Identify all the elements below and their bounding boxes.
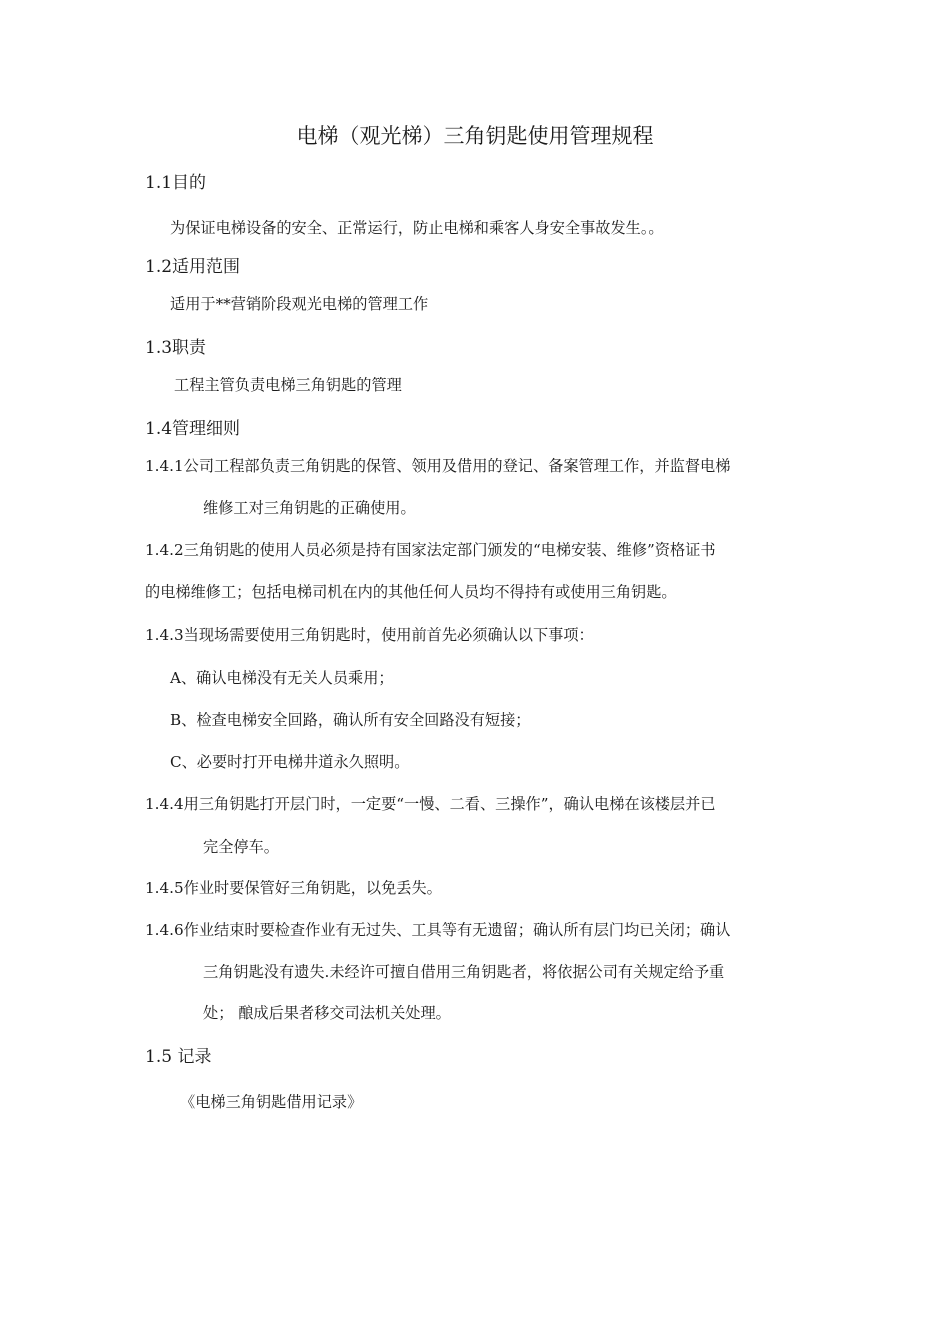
rule-6-line-3: 处； 酿成后果者移交司法机关处理。 <box>203 1004 451 1022</box>
section-heading-scope: 1.2适用范围 <box>145 257 241 277</box>
rule-4-line-1: 1.4.4用三角钥匙打开层门时，一定要“一慢、二看、三操作”，确认电梯在该楼层并已 <box>145 795 716 813</box>
rule-4-line-2: 完全停车。 <box>203 838 279 856</box>
section-heading-records: 1.5 记录 <box>145 1047 212 1067</box>
section-body-purpose: 为保证电梯设备的安全、正常运行，防止电梯和乘客人身安全事故发生。。 <box>170 219 664 237</box>
rule-2-line-1: 1.4.2三角钥匙的使用人员必须是持有国家法定部门颁发的“电梯安装、维修”资格证书 <box>145 541 716 559</box>
rule-2-line-2: 的电梯维修工；包括电梯司机在内的其他任何人员均不得持有或使用三角钥匙。 <box>145 583 677 601</box>
section-heading-rules: 1.4管理细则 <box>145 419 241 439</box>
rule-3-item-b: B、检查电梯安全回路，确认所有安全回路没有短接； <box>170 711 531 729</box>
section-body-duties: 工程主管负责电梯三角钥匙的管理 <box>174 376 402 394</box>
section-body-scope: 适用于**营销阶段观光电梯的管理工作 <box>170 295 429 313</box>
rule-1-line-1: 1.4.1公司工程部负责三角钥匙的保管、领用及借用的登记、备案管理工作，并监督电梯 <box>145 457 731 475</box>
rule-3-line-1: 1.4.3当现场需要使用三角钥匙时，使用前首先必须确认以下事项： <box>145 626 594 644</box>
section-heading-duties: 1.3职责 <box>145 338 207 358</box>
document-title: 电梯（观光梯）三角钥匙使用管理规程 <box>296 124 654 148</box>
section-heading-purpose: 1.1目的 <box>145 173 207 193</box>
rule-5-line-1: 1.4.5作业时要保管好三角钥匙，以免丢失。 <box>145 879 442 897</box>
rule-1-line-2: 维修工对三角钥匙的正确使用。 <box>203 499 416 517</box>
section-body-records: 《电梯三角钥匙借用记录》 <box>180 1093 363 1111</box>
rule-6-line-2: 三角钥匙没有遗失.未经许可擅自借用三角钥匙者，将依据公司有关规定给予重 <box>203 963 725 981</box>
rule-6-line-1: 1.4.6作业结束时要检查作业有无过失、工具等有无遗留；确认所有层门均已关闭；确认 <box>145 921 731 939</box>
rule-3-item-c: C、必要时打开电梯井道永久照明。 <box>170 753 410 771</box>
rule-3-item-a: A、确认电梯没有无关人员乘用； <box>170 669 394 687</box>
